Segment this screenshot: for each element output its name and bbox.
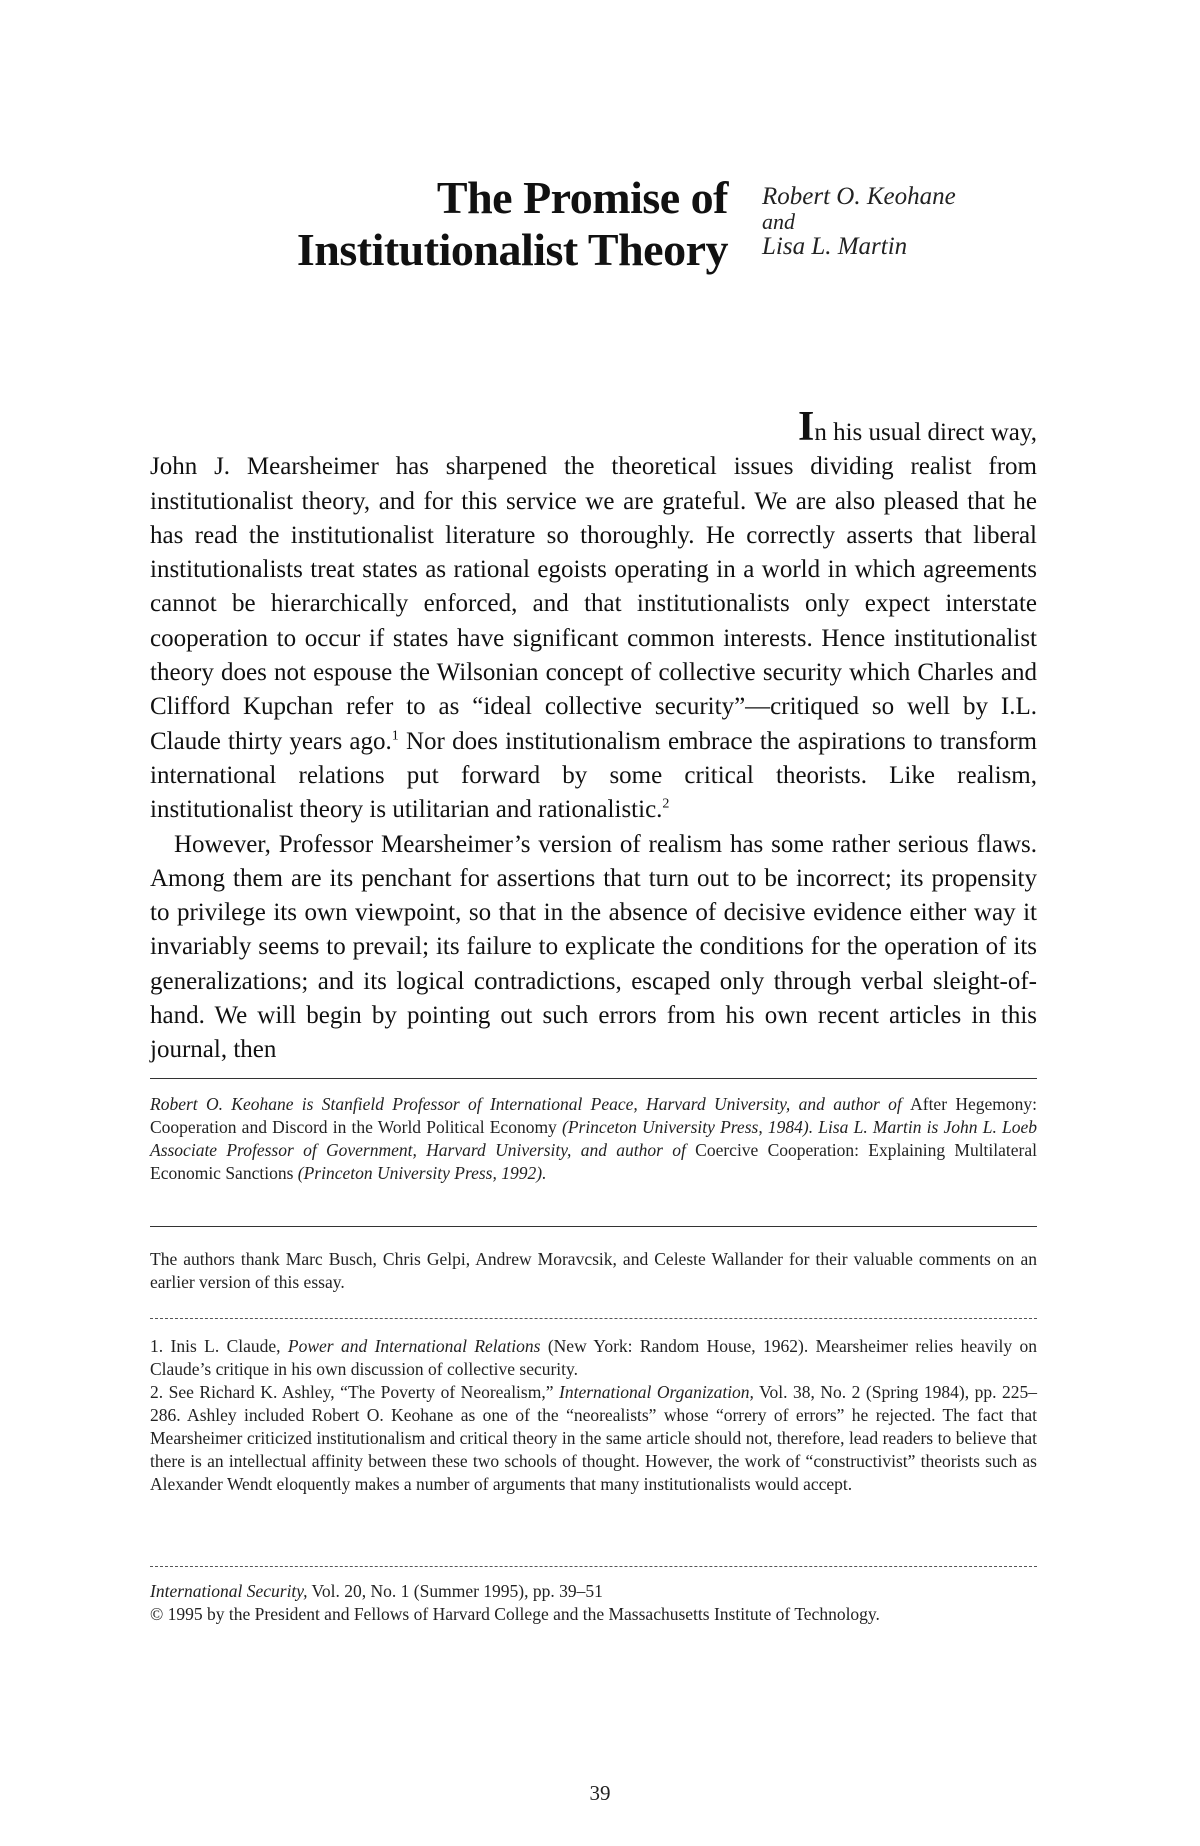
article-body <box>150 404 1038 1068</box>
bio-book-2: Coercive Cooperation: Explaining Multilateral Economic Sanctions <box>150 1140 1037 1183</box>
footnote-2: 2. See Richard K. Ashley, “The Poverty of Neorealism,” International Organization, Vol. 38, No. 2 (Spring 1984), pp. 225–286. Ashley included Robert O. Keohane as one of the “neorealists” whose “orrery of errors” he rejected. The fact that Mearsheimer criticized institutionalism and critical theory in the same article should not, therefore, lead readers to believe that there is an intellectual affinity between these two schools of thought. However, the work of “constructivist” theorists such as Alexander Wendt eloquently makes a number of arguments that many institutionalists would accept. <box>150 1382 1037 1494</box>
bio-text-2: (Princeton University Press, 1984). Lisa L. Martin is John L. Loeb Associate Professor of Government, Harvard University, and author of <box>150 1117 1037 1160</box>
author-1: Robert O. Keohane <box>762 183 956 210</box>
divider-thanks <box>150 1226 1037 1227</box>
article-title <box>190 172 728 276</box>
bio-book-1: After Hegemony: Cooperation and Discord in the World Political Economy <box>150 1094 1037 1137</box>
paragraph-2: However, Professor Mearsheimer’s version of realism has some rather serious flaws. Among them are its penchant for assertions that turn out to be incorrect; its propensity to privilege its own viewpoint, so that in the absence of decisive evidence either way it invariably seems to prevail; its failure to explicate the conditions for the operation of its generalizations; and its logical contradictions, escaped only through verbal sleight-of-hand. We will begin by pointing out such errors from his own recent articles in this journal, then <box>150 830 1037 1064</box>
journal-citation <box>150 1580 1037 1626</box>
paragraph-1 <box>150 404 1038 828</box>
title-line-1: The Promise of <box>436 172 728 223</box>
paragraph-1-text: John J. Mearsheimer has sharpened the theoretical issues dividing realist from institutionalist theory, and for this service we are grateful. We are also pleased that he has read the institutionalist literature so thoroughly. He correctly asserts that liberal institutionalists treat states as rational egoists operating in a world in which agreements cannot be hierarchically enforced, and that institutionalists only expect interstate cooperation to occur if states have significant common interests. Hence institutionalist theory does not espouse the Wilsonian concept of collective security which Charles and Clifford Kupchan refer to as “ideal collective security”—critiqued so well by I.L. Claude thirty years ago. <box>150 453 1037 755</box>
title-line-2: Institutionalist Theory <box>296 224 728 275</box>
author-block <box>762 182 956 262</box>
footnote-ref-2[interactable]: 2 <box>662 796 670 812</box>
author-bio-note <box>150 1093 1037 1185</box>
divider-footnotes <box>150 1318 1037 1319</box>
copyright-line: © 1995 by the President and Fellows of Harvard College and the Massachusetts Institute of Technology. <box>150 1604 880 1624</box>
divider-bio <box>150 1078 1037 1079</box>
divider-citation <box>150 1566 1037 1567</box>
acknowledgement-note: The authors thank Marc Busch, Chris Gelpi, Andrew Moravcsik, and Celeste Wallander for their valuable comments on an earlier version of this essay. <box>150 1249 1037 1292</box>
paragraph-1-text-cont: Nor does institutionalism embrace the aspirations to transform international relations put forward by some critical theorists. Like realism, institutionalist theory is utilitarian and rationalistic. <box>150 727 1038 824</box>
page-number: 39 <box>589 1781 611 1805</box>
bio-text-3: (Princeton University Press, 1992). <box>293 1163 547 1183</box>
footnote-1: 1. Inis L. Claude, Power and International Relations (New York: Random House, 1962). Mearsheimer relies heavily on Claude’s critique in his own discussion of collective security. <box>150 1336 1037 1379</box>
drop-cap: I <box>798 404 815 450</box>
footnotes <box>150 1335 1037 1496</box>
author-2: Lisa L. Martin <box>762 233 908 260</box>
citation-line: International Security, Vol. 20, No. 1 (Summer 1995), pp. 39–51 <box>150 1581 603 1601</box>
opening-line-text: n his usual direct way, <box>814 419 1037 446</box>
author-conjunction: and <box>762 209 795 234</box>
footnote-ref-1[interactable]: 1 <box>391 728 399 744</box>
opening-line <box>150 404 1037 450</box>
bio-text-1: Robert O. Keohane is Stanfield Professor of International Peace, Harvard University, and author of <box>150 1094 911 1114</box>
